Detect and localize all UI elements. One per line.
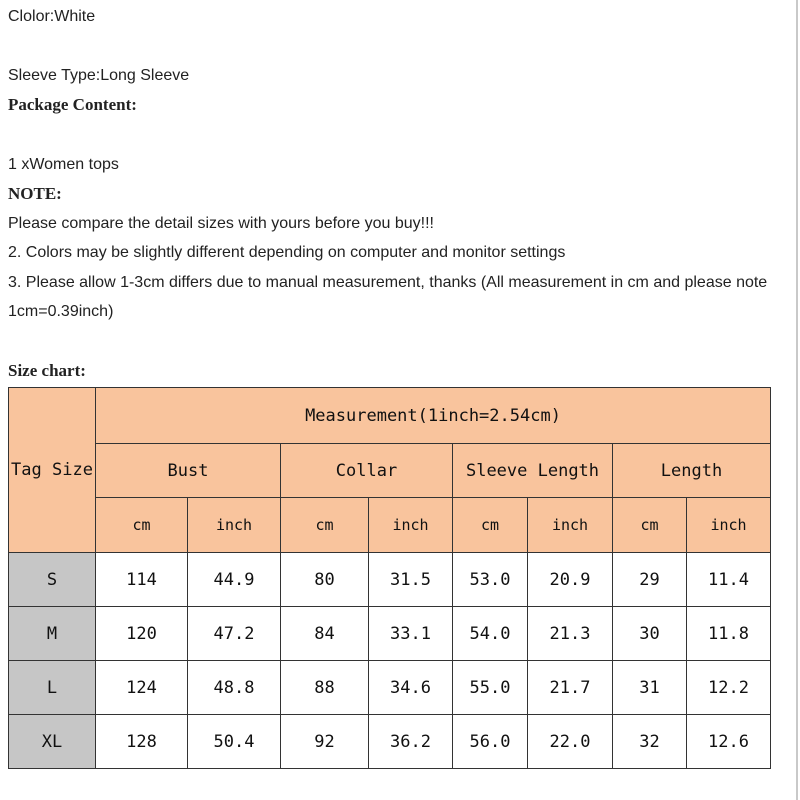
unit-header: inch bbox=[687, 498, 771, 553]
tag-size-header: Tag Size bbox=[9, 388, 96, 553]
note-line-1: Please compare the detail sizes with yours before you buy!!! bbox=[8, 215, 434, 232]
group-header-bust: Bust bbox=[96, 444, 281, 498]
table-cell: 22.0 bbox=[528, 715, 613, 769]
table-cell: 31.5 bbox=[369, 553, 453, 607]
note-line-2: 2. Colors may be slightly different depending on computer and monitor settings bbox=[8, 244, 566, 261]
table-row bbox=[9, 661, 771, 715]
table-cell: 21.7 bbox=[528, 661, 613, 715]
table-cell: 12.6 bbox=[687, 715, 771, 769]
package-content-item: 1 xWomen tops bbox=[8, 156, 119, 173]
table-cell: 31 bbox=[613, 661, 687, 715]
table-cell: 47.2 bbox=[188, 607, 281, 661]
product-sleeve-type: Sleeve Type:Long Sleeve bbox=[8, 67, 190, 84]
table-cell: 36.2 bbox=[369, 715, 453, 769]
table-cell: 48.8 bbox=[188, 661, 281, 715]
table-cell: 128 bbox=[96, 715, 188, 769]
note-line-3: 3. Please allow 1-3cm differs due to manual measurement, thanks (All measurement in cm and please note bbox=[8, 274, 768, 291]
group-header-collar: Collar bbox=[281, 444, 453, 498]
group-header-sleeve-length: Sleeve Length bbox=[453, 444, 613, 498]
table-row bbox=[9, 553, 771, 607]
product-color: Clolor:White bbox=[8, 8, 96, 25]
unit-header: inch bbox=[369, 498, 453, 553]
unit-header: cm bbox=[96, 498, 188, 553]
table-cell: 11.4 bbox=[687, 553, 771, 607]
table-cell: 120 bbox=[96, 607, 188, 661]
page-right-border bbox=[796, 0, 798, 800]
tag-size-cell: L bbox=[9, 661, 96, 715]
table-cell: 20.9 bbox=[528, 553, 613, 607]
table-row bbox=[9, 607, 771, 661]
table-cell: 50.4 bbox=[188, 715, 281, 769]
table-cell: 32 bbox=[613, 715, 687, 769]
unit-header: cm bbox=[281, 498, 369, 553]
size-chart-heading: Size chart: bbox=[8, 361, 86, 380]
table-cell: 80 bbox=[281, 553, 369, 607]
table-cell: 30 bbox=[613, 607, 687, 661]
table-row bbox=[9, 715, 771, 769]
group-header-length: Length bbox=[613, 444, 771, 498]
table-cell: 53.0 bbox=[453, 553, 528, 607]
table-cell: 84 bbox=[281, 607, 369, 661]
table-cell: 124 bbox=[96, 661, 188, 715]
table-cell: 56.0 bbox=[453, 715, 528, 769]
unit-header: inch bbox=[528, 498, 613, 553]
tag-size-cell: M bbox=[9, 607, 96, 661]
table-cell: 11.8 bbox=[687, 607, 771, 661]
unit-header: cm bbox=[613, 498, 687, 553]
table-cell: 33.1 bbox=[369, 607, 453, 661]
table-cell: 34.6 bbox=[369, 661, 453, 715]
table-cell: 55.0 bbox=[453, 661, 528, 715]
note-heading: NOTE: bbox=[8, 184, 62, 203]
table-cell: 88 bbox=[281, 661, 369, 715]
note-line-4: 1cm=0.39inch) bbox=[8, 303, 114, 320]
table-cell: 21.3 bbox=[528, 607, 613, 661]
table-cell: 44.9 bbox=[188, 553, 281, 607]
unit-header: inch bbox=[188, 498, 281, 553]
unit-header: cm bbox=[453, 498, 528, 553]
table-cell: 92 bbox=[281, 715, 369, 769]
tag-size-cell: XL bbox=[9, 715, 96, 769]
table-cell: 54.0 bbox=[453, 607, 528, 661]
tag-size-cell: S bbox=[9, 553, 96, 607]
table-cell: 12.2 bbox=[687, 661, 771, 715]
table-cell: 29 bbox=[613, 553, 687, 607]
table-cell: 114 bbox=[96, 553, 188, 607]
measurement-header: Measurement(1inch=2.54cm) bbox=[96, 388, 771, 444]
package-content-heading: Package Content: bbox=[8, 95, 137, 114]
size-chart-table bbox=[8, 387, 771, 769]
